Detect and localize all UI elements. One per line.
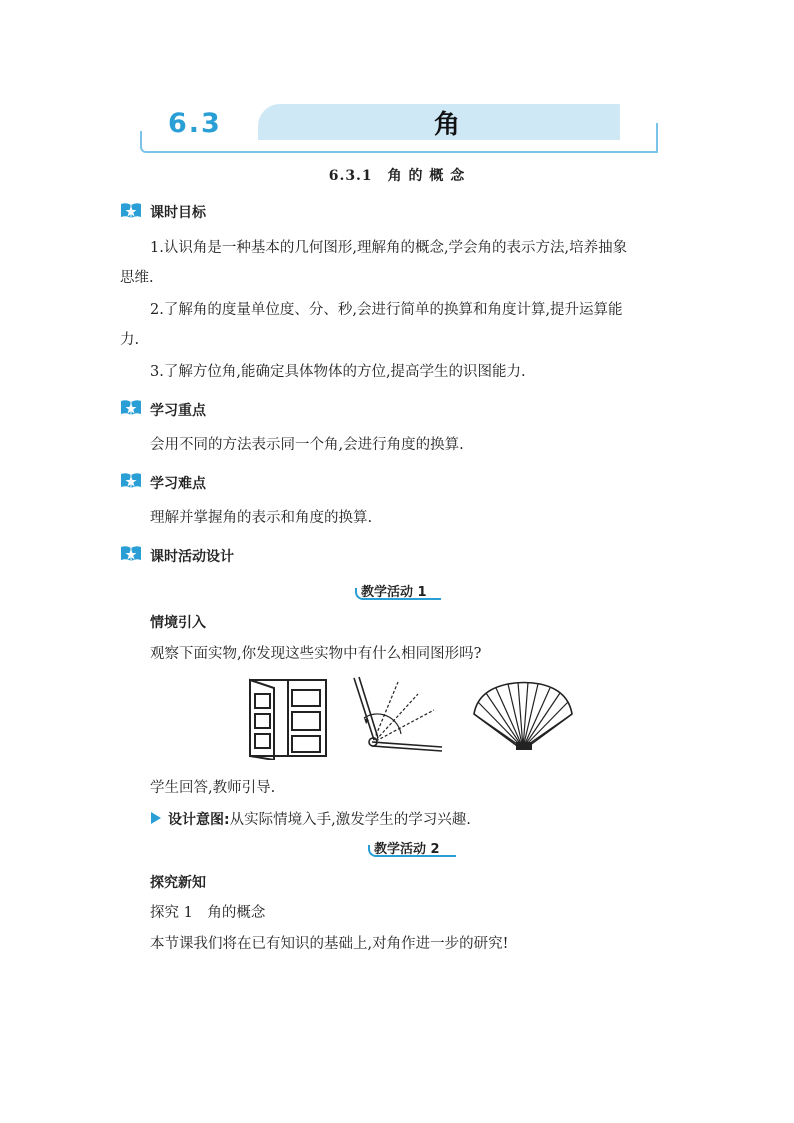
window-illustration — [244, 676, 328, 760]
book-star-icon — [120, 544, 142, 562]
difficult-points-heading: 学习难点 — [150, 476, 206, 492]
activity-2-label: 教学活动 2 — [374, 842, 440, 857]
objectives-heading: 课时目标 — [150, 205, 206, 221]
section-title: 6.3.1 角 的 概 念 — [328, 168, 466, 184]
triangle-right-icon — [151, 812, 161, 824]
intent-text: 从实际情境入手,激发学生的学习兴趣. — [229, 812, 471, 828]
activity-1-subheading: 情境引入 — [150, 615, 206, 631]
book-star-icon — [120, 398, 142, 416]
book-star-icon — [120, 471, 142, 489]
activity-2-explore: 探究 1 角的概念 — [150, 905, 266, 921]
compass-illustration — [346, 674, 446, 754]
key-points-text: 会用不同的方法表示同一个角,会进行角度的换算. — [150, 437, 464, 453]
objective-line-1b: 思维. — [120, 270, 154, 286]
fan-illustration — [468, 680, 578, 752]
objective-line-1: 1.认识角是一种基本的几何图形,理解角的概念,学会角的表示方法,培养抽象 — [150, 240, 628, 256]
activity-1-prompt: 观察下面实物,你发现这些实物中有什么相同图形吗? — [150, 646, 482, 662]
key-points-heading: 学习重点 — [150, 403, 206, 419]
activity-1-response: 学生回答,教师引导. — [150, 780, 276, 796]
design-heading: 课时活动设计 — [150, 549, 234, 565]
chapter-number: 6.3 — [168, 108, 222, 139]
difficult-points-text: 理解并掌握角的表示和角度的换算. — [150, 510, 373, 526]
objective-line-2b: 力. — [120, 332, 140, 348]
activity-2-text: 本节课我们将在已有知识的基础上,对角作进一步的研究! — [150, 936, 509, 952]
book-star-icon — [120, 201, 142, 219]
chapter-title: 角 — [433, 110, 460, 140]
objective-line-3: 3.了解方位角,能确定具体物体的方位,提高学生的识图能力. — [150, 364, 526, 380]
activity-1-label: 教学活动 1 — [361, 585, 427, 600]
intent-label: 设计意图: — [168, 812, 230, 828]
activity-2-subheading: 探究新知 — [150, 875, 206, 891]
objective-line-2: 2.了解角的度量单位度、分、秒,会进行简单的换算和角度计算,提升运算能 — [150, 302, 623, 318]
